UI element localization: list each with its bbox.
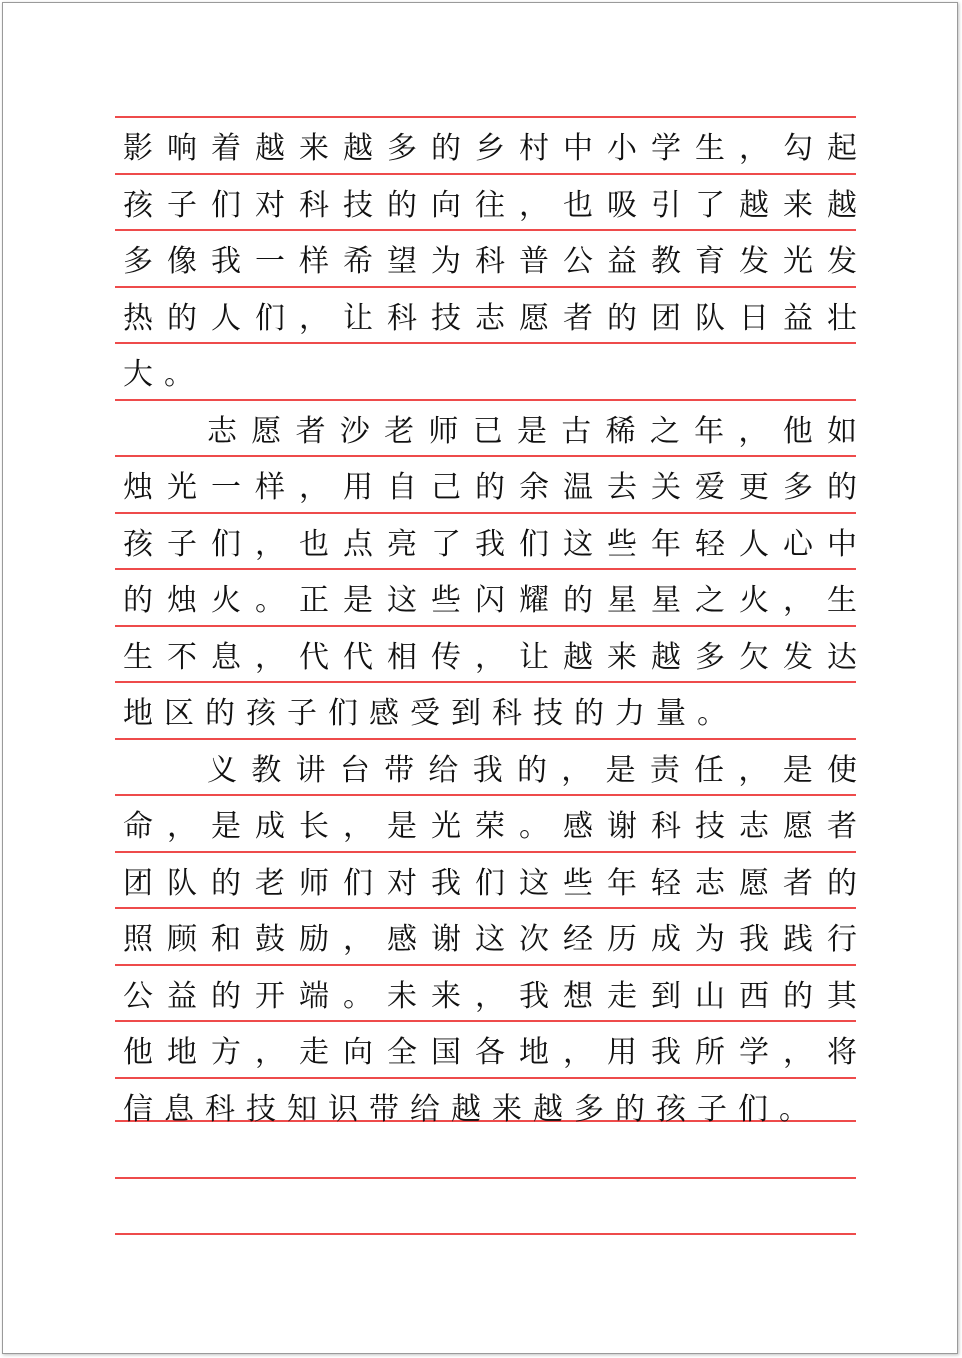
text-line: 大。 (123, 357, 205, 392)
text-line: 孩子们，也点亮了我们这些年轻人心中 (123, 526, 857, 562)
text-line: 地区的孩子们感受到科技的力量。 (123, 696, 738, 731)
text-line: 的烛火。正是这些闪耀的星星之火，生 (123, 583, 857, 618)
text-line: 生不息，代代相传，让越来越多欠发达 (123, 639, 857, 675)
text-line: 孩子们对科技的向往，也吸引了越来越 (123, 187, 857, 223)
handwriting-page (2, 2, 958, 1354)
text-line: 团队的老师们对我们这些年轻志愿者的 (123, 865, 857, 901)
text-line: 命，是成长，是光荣。感谢科技志愿者 (123, 809, 857, 844)
ruled-line (115, 116, 856, 118)
text-line: 多像我一样希望为科普公益教育发光发 (123, 244, 857, 279)
text-line: 公益的开端。未来，我想走到山西的其 (123, 978, 857, 1014)
text-line: 信息科技知识带给越来越多的孩子们。 (123, 1091, 820, 1127)
text-line: 义教讲台带给我的，是责任，是使 (207, 752, 857, 788)
text-line: 热的人们，让科技志愿者的团队日益壮 (123, 300, 857, 336)
text-line: 照顾和鼓励，感谢这次经历成为我践行 (123, 922, 857, 957)
ruled-line (115, 1233, 856, 1235)
text-line: 志愿者沙老师已是古稀之年，他如 (207, 413, 857, 449)
text-line: 烛光一样，用自己的余温去关爱更多的 (123, 470, 857, 505)
text-line: 影响着越来越多的乡村中小学生，勾起 (123, 131, 857, 166)
handwritten-text (123, 121, 857, 1138)
text-line: 他地方，走向全国各地，用我所学，将 (123, 1035, 857, 1070)
ruled-line (115, 1177, 856, 1179)
